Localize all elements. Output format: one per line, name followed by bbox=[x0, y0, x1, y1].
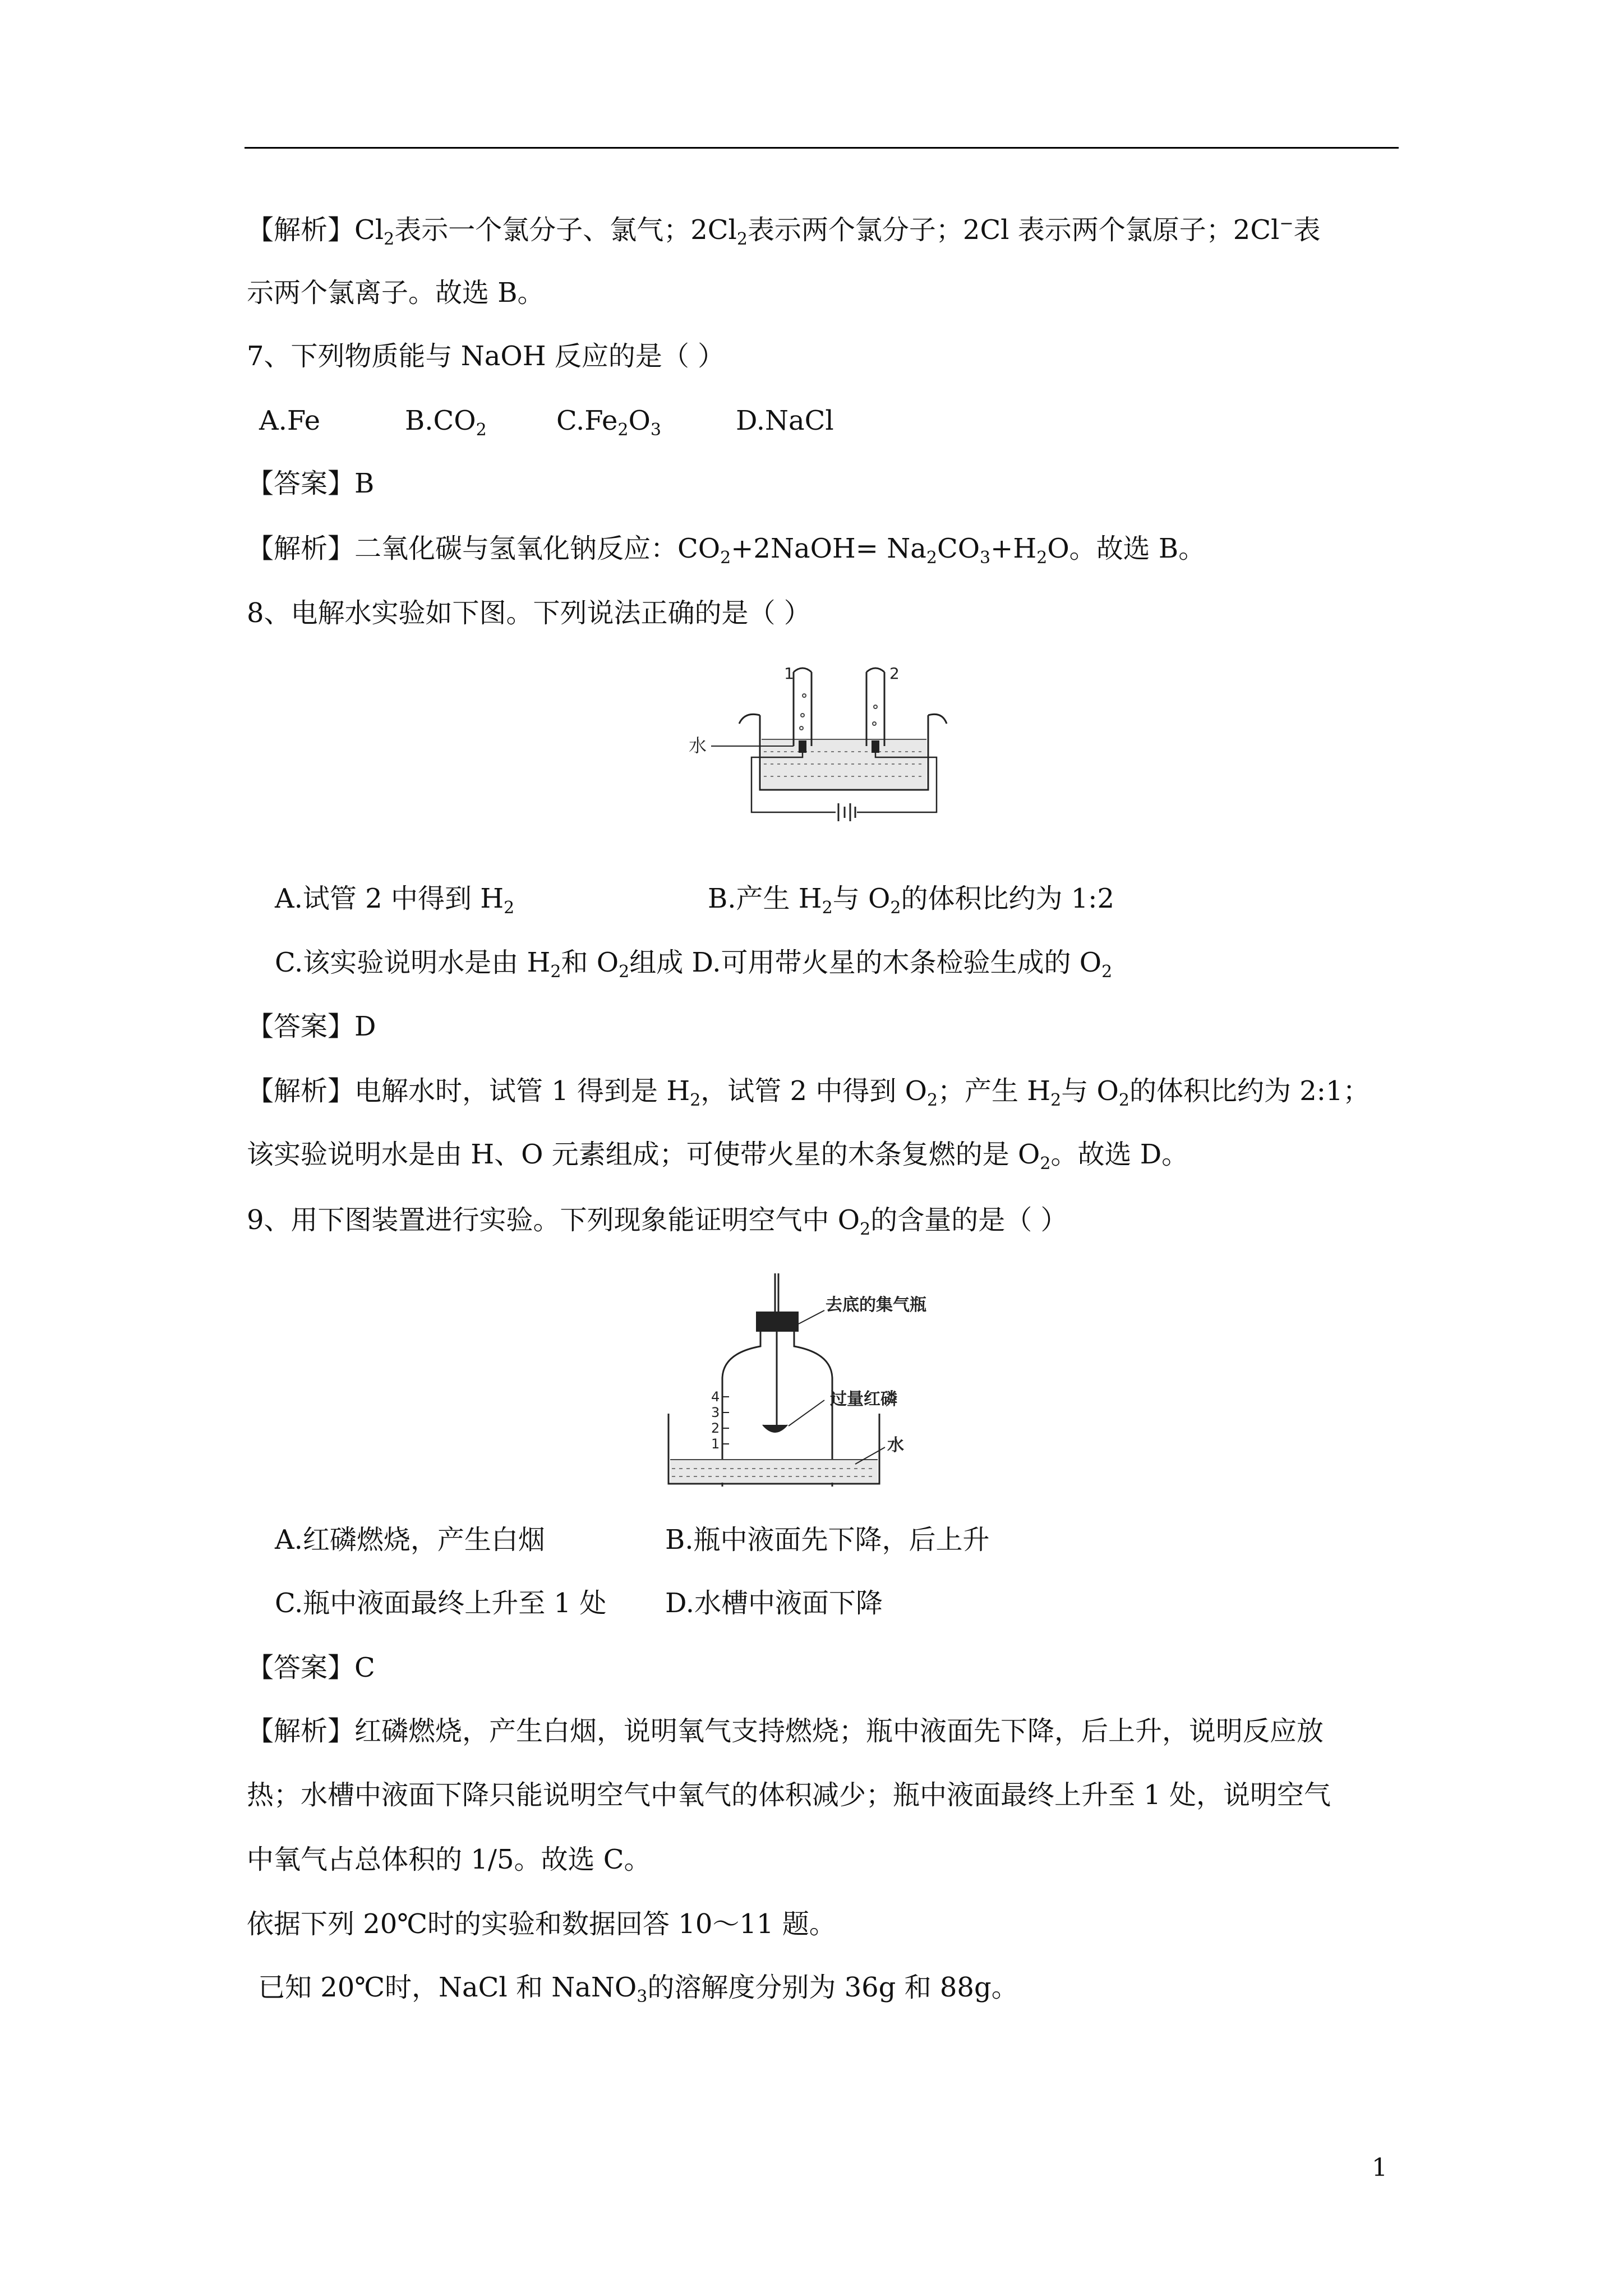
q8-options-row-1 bbox=[275, 882, 1228, 918]
q8-stem: 8、电解水实验如下图。下列说法正确的是（ ） bbox=[247, 597, 811, 629]
header-rule bbox=[245, 147, 1399, 149]
q9-option-b: B.瓶中液面先下降，后上升 bbox=[665, 1524, 990, 1556]
q9-option-d: D.水槽中液面下降 bbox=[665, 1588, 883, 1619]
q8-analysis-line-2: 该实验说明水是由 H、O 元素组成；可使带火星的木条复燃的是 $O_2$。故选 D。 bbox=[247, 1139, 1189, 1174]
q7-option-d: D.NaCl bbox=[736, 405, 834, 436]
trough-water-label: 水 bbox=[887, 1435, 904, 1455]
q7-option-c: $C.Fe_2O_3$ bbox=[556, 405, 661, 440]
phosphorus-label: 过量红磷 bbox=[830, 1389, 897, 1409]
q7-stem: 7、下列物质能与 NaOH 反应的是（ ） bbox=[247, 341, 725, 372]
tube-2-label: 2 bbox=[889, 664, 900, 683]
q8-analysis-line-1: 【解析】电解水时，试管 1 得到是 $H_2$，试管 2 中得到 $O_2$；产生 $H_2$与 $O_2$的体积比约为 2:1； bbox=[247, 1075, 1370, 1110]
q9-option-c: C.瓶中液面最终上升至 1 处 bbox=[275, 1588, 607, 1619]
q9-option-a: A.红磷燃烧，产生白烟 bbox=[275, 1524, 545, 1556]
q6-analysis-line-1: 【解析】$Cl_2$表示一个氯分子、氯气；$2Cl_2$表示两个氯分子；2Cl 表示两个氯原子；2Cl−表 bbox=[247, 214, 1321, 249]
q8-option-c: C.该实验说明水是由 $H_2$和 $O_2$组成 bbox=[275, 947, 684, 982]
scale-tick-2: 2 bbox=[711, 1420, 720, 1436]
q8-answer: 【答案】D bbox=[247, 1011, 376, 1042]
q9-options-row-1 bbox=[275, 1523, 1228, 1557]
bottle-label: 去底的集气瓶 bbox=[826, 1295, 926, 1315]
q9-analysis-line-2: 热；水槽中液面下降只能说明空气中氧气的体积减少；瓶中液面最终上升至 1 处，说明空气 bbox=[247, 1779, 1331, 1811]
q7-options bbox=[259, 404, 876, 438]
q9-analysis-line-1: 【解析】红磷燃烧，产生白烟，说明氧气支持燃烧；瓶中液面先下降，后上升，说明反应放 bbox=[247, 1715, 1324, 1747]
tube-1-label: 1 bbox=[784, 664, 794, 683]
q8-option-d: D.可用带火星的木条检验生成的 $O_2$ bbox=[691, 947, 1113, 982]
scale-tick-3: 3 bbox=[711, 1405, 720, 1420]
electrolysis-figure bbox=[679, 662, 948, 841]
phosphorus-figure bbox=[656, 1273, 959, 1498]
q9-stem: 9、用下图装置进行实验。下列现象能证明空气中 $O_2$的含量的是（ ） bbox=[247, 1204, 1068, 1239]
page-number: 1 bbox=[1372, 2154, 1387, 2182]
water-label: 水 bbox=[689, 735, 707, 756]
q8-option-b: B.产生 $H_2$与 $O_2$的体积比约为 1:2 bbox=[708, 883, 1114, 918]
scale-tick-4: 4 bbox=[711, 1389, 720, 1405]
q7-answer: 【答案】B bbox=[247, 468, 375, 499]
q6-analysis-line-2: 示两个氯离子。故选 B。 bbox=[247, 277, 545, 309]
scale-tick-1: 1 bbox=[711, 1436, 720, 1452]
q7-option-a: A.Fe bbox=[259, 405, 321, 436]
q7-option-b: $B.CO_2$ bbox=[405, 405, 487, 440]
q7-analysis: 【解析】二氧化碳与氢氧化钠反应：$CO_2+2NaOH= Na_2CO_3+H_2O$。故选 B。 bbox=[247, 533, 1206, 568]
q8-option-a: A.试管 2 中得到 $H_2$ bbox=[275, 883, 515, 918]
intro-line-2: 已知 20℃时，NaCl 和 NaNO$_3$的溶解度分别为 36g 和 88g。 bbox=[258, 1972, 1018, 2007]
q8-options-row-2 bbox=[275, 946, 1113, 982]
q9-answer: 【答案】C bbox=[247, 1652, 375, 1683]
q9-analysis-line-3: 中氧气占总体积的 1/5。故选 C。 bbox=[247, 1844, 651, 1875]
q9-options-row-2 bbox=[275, 1586, 1228, 1620]
intro-line-1: 依据下列 20℃时的实验和数据回答 10～11 题。 bbox=[247, 1908, 836, 1940]
